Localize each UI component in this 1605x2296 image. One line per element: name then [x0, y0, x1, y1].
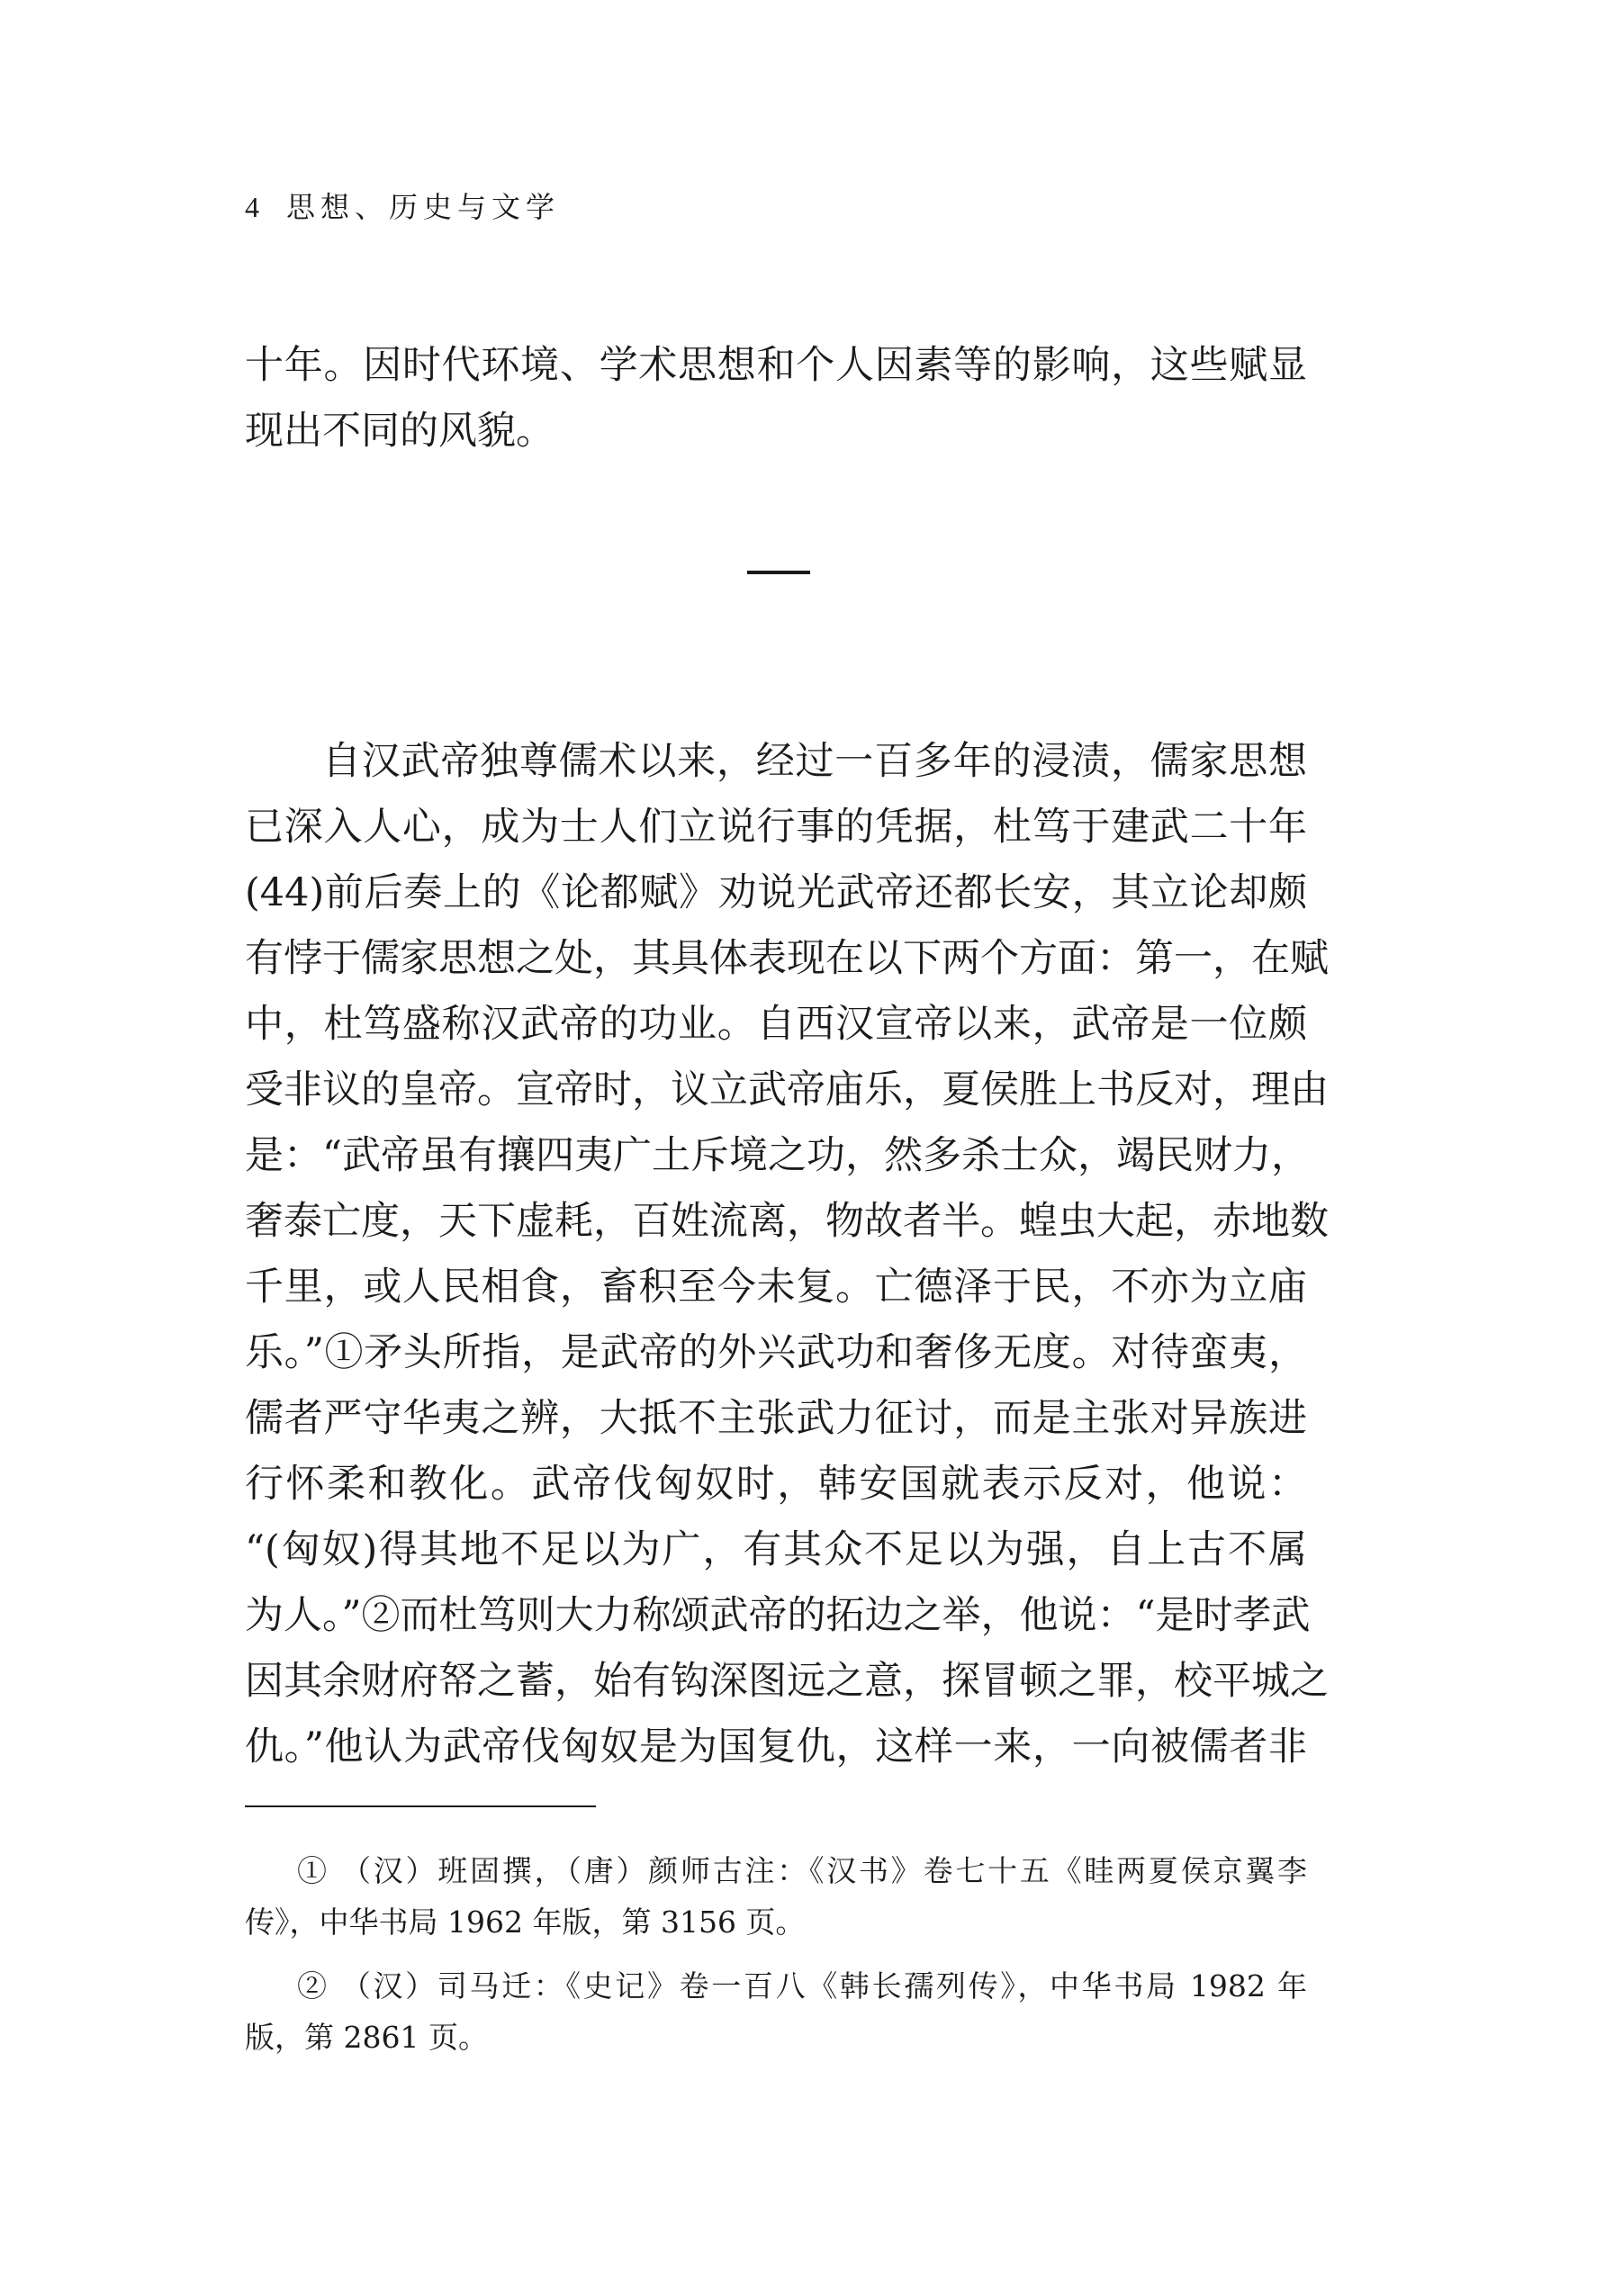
running-header [245, 185, 560, 230]
text-line: 因其余财府帑之蓄，始有钩深图远之意，探冒顿之罪，校平城之 [245, 1659, 1329, 1704]
footnotes [245, 1845, 1307, 2075]
footnote-divider [245, 1805, 596, 1807]
footnote [245, 1960, 1307, 2063]
text-line: 千里，或人民相食，畜积至今未复。亡德泽于民，不亦为立庙 [245, 1265, 1307, 1310]
footnote-line: ① （汉）班固撰，（唐）颜师古注：《汉书》卷七十五《眭两夏侯京翼李 [297, 1853, 1307, 1888]
text-line: 为人。”②而杜笃则大力称颂武帝的拓边之举，他说：“是时孝武 [245, 1593, 1311, 1638]
text-line: 十年。因时代环境、学术思想和个人因素等的影响，这些赋显 [245, 343, 1307, 388]
text-line: “(匈奴)得其地不足以为广，有其众不足以为强，自上古不属 [245, 1527, 1307, 1572]
text-line: 已深入人心，成为士人们立说行事的凭据，杜笃于建武二十年 [245, 805, 1307, 850]
footnote-line: 传》，中华书局 1962 年版，第 3156 页。 [245, 1904, 806, 1940]
text-line: 中，杜笃盛称汉武帝的功业。自西汉宣帝以来，武帝是一位颇 [245, 1002, 1307, 1047]
text-line: 是：“武帝虽有攘四夷广土斥境之功，然多杀士众，竭民财力， [245, 1133, 1310, 1178]
text-line: 行怀柔和教化。武帝伐匈奴时，韩安国就表示反对，他说： [245, 1462, 1307, 1507]
continuation-paragraph [245, 333, 1307, 464]
text-line: 仇。”他认为武帝伐匈奴是为国复仇，这样一来，一向被儒者非 [245, 1724, 1307, 1769]
page-number: 4 [245, 191, 259, 223]
text-line: 有悖于儒家思想之处，其具体表现在以下两个方面：第一，在赋 [245, 936, 1329, 981]
text-line: 儒者严守华夷之辨，大抵不主张武力征讨，而是主张对异族进 [245, 1396, 1307, 1441]
main-paragraph [245, 729, 1329, 1780]
text-line: 乐。”①矛头所指，是武帝的外兴武功和奢侈无度。对待蛮夷， [245, 1330, 1307, 1375]
footnote-line: 版，第 2861 页。 [245, 2020, 488, 2055]
text-line: (44)前后奏上的《论都赋》劝说光武帝还都长安，其立论却颇 [245, 870, 1307, 915]
footnote [245, 1845, 1307, 1948]
book-title: 思想、历史与文学 [286, 190, 561, 224]
footnote-line: ② （汉）司马迁：《史记》卷一百八《韩长孺列传》，中华书局 1982 年 [297, 1968, 1307, 2003]
section-number [747, 571, 810, 574]
text-line: 奢泰亡度，天下虚耗，百姓流离，物故者半。蝗虫大起，赤地数 [245, 1199, 1329, 1244]
text-line: 自汉武帝独尊儒术以来，经过一百多年的浸渍，儒家思想 [322, 739, 1307, 784]
text-line: 受非议的皇帝。宣帝时，议立武帝庙乐，夏侯胜上书反对，理由 [245, 1067, 1329, 1112]
text-line: 现出不同的风貌。 [245, 409, 555, 454]
